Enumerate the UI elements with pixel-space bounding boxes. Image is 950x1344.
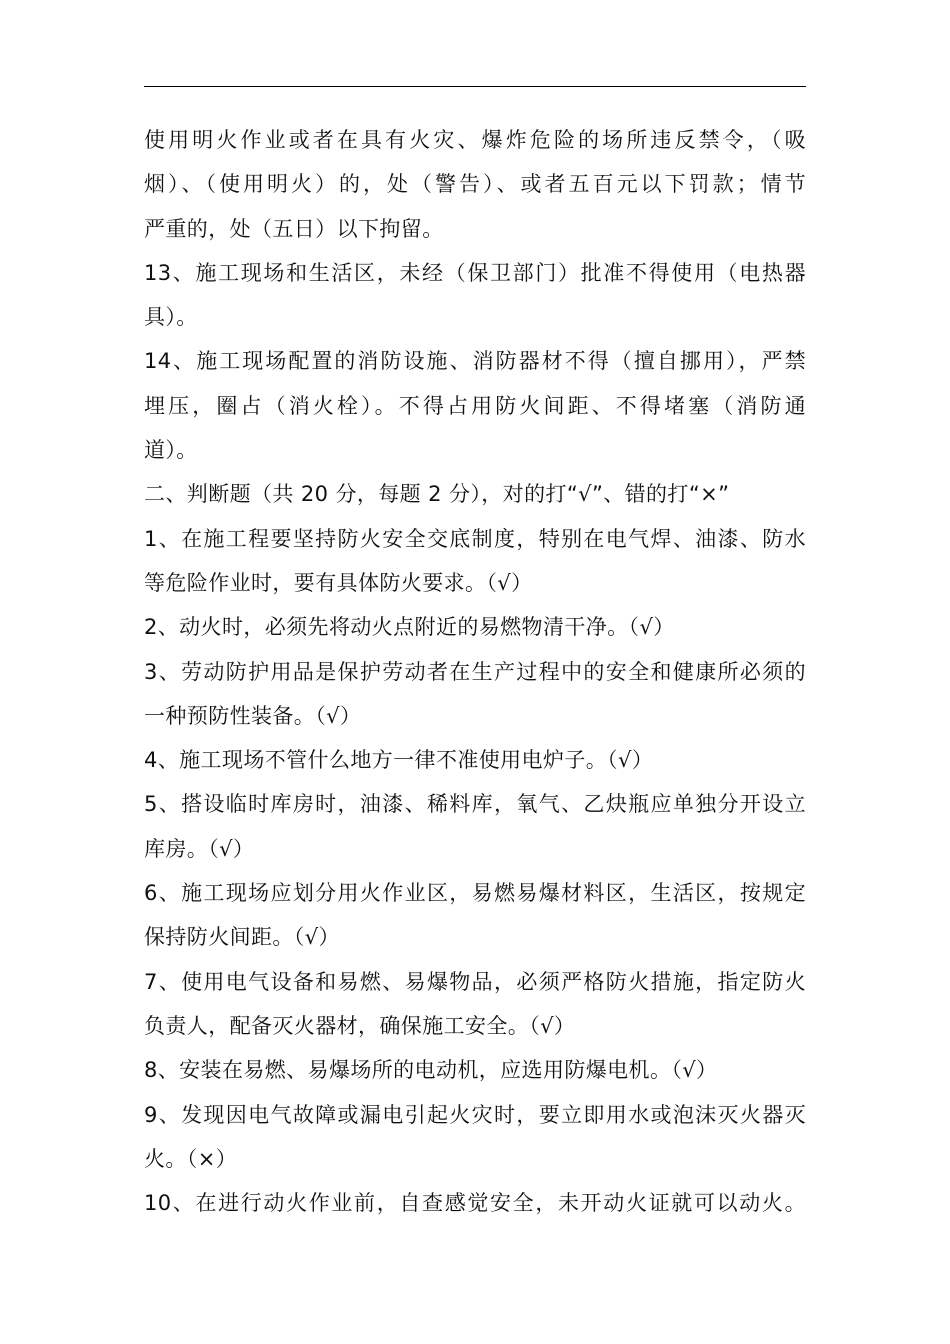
document-body bbox=[144, 118, 806, 1225]
text-line: 库房。（√） bbox=[144, 836, 255, 861]
text-line: 保持防火间距。（√） bbox=[144, 925, 340, 950]
text-line: 一种预防性装备。（√） bbox=[144, 703, 362, 728]
text-line: 14、施工现场配置的消防设施、消防器材不得（擅自挪用），严禁 bbox=[144, 349, 806, 374]
text-line: 9、发现因电气故障或漏电引起火灾时，要立即用水或泡沫灭火器灭 bbox=[144, 1102, 806, 1127]
text-line: 5、搭设临时库房时，油漆、稀料库，氧气、乙炔瓶应单独分开设立 bbox=[144, 792, 806, 817]
text-line: 1、在施工程要坚持防火安全交底制度，特别在电气焊、油漆、防水 bbox=[144, 526, 806, 551]
text-line: 负责人，配备灭火器材，确保施工安全。（√） bbox=[144, 1013, 576, 1038]
text-line: 埋压，圈占（消火栓）。不得占用防火间距、不得堵塞（消防通 bbox=[144, 393, 806, 418]
text-line: 13、施工现场和生活区，未经（保卫部门）批准不得使用（电热器 bbox=[144, 260, 806, 285]
text-line: 烟）、（使用明火）的，处（警告）、或者五百元以下罚款；情节 bbox=[144, 172, 806, 197]
header-rule bbox=[144, 86, 806, 87]
text-line: 火。（×） bbox=[144, 1146, 238, 1171]
text-line: 道）。 bbox=[144, 438, 198, 463]
text-line: 使用明火作业或者在具有火灾、爆炸危险的场所违反禁令，（吸 bbox=[144, 128, 806, 152]
text-block bbox=[144, 118, 806, 1225]
text-line: 等危险作业时，要有具体防火要求。（√） bbox=[144, 570, 533, 595]
text-line: 严重的，处（五日）以下拘留。 bbox=[144, 216, 444, 241]
text-line: 8、安装在易燃、易爆场所的电动机，应选用防爆电机。（√） bbox=[144, 1058, 718, 1083]
text-line: 4、施工现场不管什么地方一律不准使用电炉子。（√） bbox=[144, 748, 654, 773]
text-line: 6、施工现场应划分用火作业区，易燃易爆材料区，生活区，按规定 bbox=[144, 881, 806, 906]
text-line: 7、使用电气设备和易燃、易爆物品，必须严格防火措施，指定防火 bbox=[144, 969, 806, 994]
section-heading: 二、判断题（共 20 分，每题 2 分），对的打“√”、错的打“×” bbox=[144, 482, 730, 507]
text-line: 2、动火时，必须先将动火点附近的易燃物清干净。（√） bbox=[144, 615, 675, 640]
text-line: 具）。 bbox=[144, 305, 198, 330]
text-line: 10、在进行动火作业前，自查感觉安全，未开动火证就可以动火。 bbox=[144, 1191, 806, 1216]
text-line: 3、劳动防护用品是保护劳动者在生产过程中的安全和健康所必须的 bbox=[144, 659, 806, 684]
